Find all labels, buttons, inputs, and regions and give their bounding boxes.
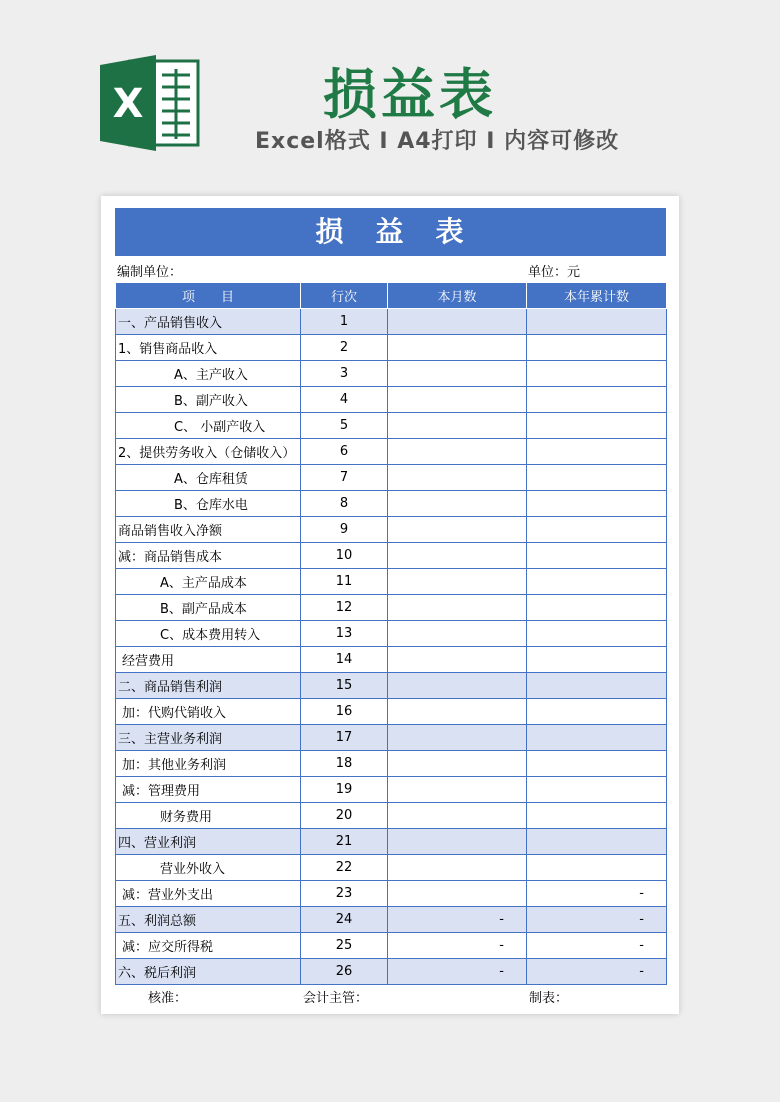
- row-year-cell[interactable]: -: [527, 907, 667, 933]
- accountant-label: 会计主管：: [303, 991, 369, 1006]
- row-item-cell[interactable]: 加：其他业务利润: [116, 751, 301, 777]
- row-month-cell[interactable]: [388, 361, 527, 387]
- row-year-cell[interactable]: [527, 387, 667, 413]
- table-row: [116, 491, 667, 517]
- excel-icon: [100, 55, 200, 151]
- column-header-month: 本月数: [388, 283, 527, 309]
- row-seq-cell[interactable]: 17: [301, 725, 388, 751]
- row-seq-cell[interactable]: 16: [301, 699, 388, 725]
- row-item-cell[interactable]: A、仓库租赁: [116, 465, 301, 491]
- row-year-cell[interactable]: -: [527, 881, 667, 907]
- row-seq-cell[interactable]: 21: [301, 829, 388, 855]
- row-seq-cell[interactable]: 1: [301, 309, 388, 335]
- row-item-cell[interactable]: B、副产品成本: [116, 595, 301, 621]
- row-month-cell[interactable]: [388, 777, 527, 803]
- row-year-cell[interactable]: [527, 803, 667, 829]
- table-row: [116, 933, 667, 959]
- row-item-cell[interactable]: 四、营业利润: [116, 829, 301, 855]
- approve-label: 核准：: [148, 991, 188, 1006]
- table-row: [116, 361, 667, 387]
- row-item-cell[interactable]: 五、利润总额: [116, 907, 301, 933]
- table-row: [116, 569, 667, 595]
- row-year-cell[interactable]: [527, 465, 667, 491]
- table-row: [116, 543, 667, 569]
- row-item-cell[interactable]: 经营费用: [116, 647, 301, 673]
- row-item-cell[interactable]: B、副产收入: [116, 387, 301, 413]
- row-month-cell[interactable]: [388, 751, 527, 777]
- table-row: [116, 647, 667, 673]
- table-row: [116, 907, 667, 933]
- table-row: [116, 959, 667, 985]
- row-year-cell[interactable]: [527, 543, 667, 569]
- row-seq-cell[interactable]: 11: [301, 569, 388, 595]
- signature-row: [115, 985, 666, 1007]
- table-row: [116, 855, 667, 881]
- row-item-cell[interactable]: 减：管理费用: [116, 777, 301, 803]
- row-seq-cell[interactable]: 4: [301, 387, 388, 413]
- row-month-cell[interactable]: [388, 465, 527, 491]
- table-row: [116, 803, 667, 829]
- row-year-cell[interactable]: [527, 725, 667, 751]
- row-item-cell[interactable]: 二、商品销售利润: [116, 673, 301, 699]
- row-seq-cell[interactable]: 22: [301, 855, 388, 881]
- table-row: [116, 439, 667, 465]
- row-year-cell[interactable]: [527, 673, 667, 699]
- row-item-cell[interactable]: 加：代购代销收入: [116, 699, 301, 725]
- page-subtitle: Excel格式 I A4打印 I 内容可修改: [255, 129, 620, 154]
- row-year-cell[interactable]: [527, 309, 667, 335]
- row-month-cell[interactable]: [388, 855, 527, 881]
- row-item-cell[interactable]: 减：营业外支出: [116, 881, 301, 907]
- row-seq-cell[interactable]: 18: [301, 751, 388, 777]
- preparer-label: 制表：: [529, 991, 569, 1006]
- row-seq-cell[interactable]: 5: [301, 413, 388, 439]
- row-seq-cell[interactable]: 20: [301, 803, 388, 829]
- column-header-seq: 行次: [301, 283, 388, 309]
- row-month-cell[interactable]: -: [388, 959, 527, 985]
- unit-label: 编制单位：: [117, 265, 183, 280]
- row-month-cell[interactable]: [388, 413, 527, 439]
- sheet-banner: [115, 208, 666, 256]
- row-seq-cell[interactable]: 2: [301, 335, 388, 361]
- row-item-cell[interactable]: 2、提供劳务收入（仓储收入）: [116, 439, 301, 465]
- row-year-cell[interactable]: [527, 699, 667, 725]
- row-year-cell[interactable]: [527, 829, 667, 855]
- column-header-item: 项 目: [116, 283, 301, 309]
- row-seq-cell[interactable]: 15: [301, 673, 388, 699]
- document-page: [101, 196, 679, 1014]
- table-row: [116, 751, 667, 777]
- row-month-cell[interactable]: [388, 595, 527, 621]
- row-seq-cell[interactable]: 3: [301, 361, 388, 387]
- row-year-cell[interactable]: [527, 491, 667, 517]
- row-seq-cell[interactable]: 25: [301, 933, 388, 959]
- row-month-cell[interactable]: [388, 725, 527, 751]
- row-month-cell[interactable]: [388, 439, 527, 465]
- row-year-cell[interactable]: [527, 335, 667, 361]
- table-row: [116, 413, 667, 439]
- table-row: [116, 465, 667, 491]
- row-item-cell[interactable]: C、成本费用转入: [116, 621, 301, 647]
- row-month-cell[interactable]: [388, 569, 527, 595]
- row-month-cell[interactable]: [388, 829, 527, 855]
- row-item-cell[interactable]: 财务费用: [116, 803, 301, 829]
- row-seq-cell[interactable]: 8: [301, 491, 388, 517]
- row-month-cell[interactable]: [388, 673, 527, 699]
- row-seq-cell[interactable]: 14: [301, 647, 388, 673]
- row-item-cell[interactable]: 一、产品销售收入: [116, 309, 301, 335]
- row-seq-cell[interactable]: 10: [301, 543, 388, 569]
- row-year-cell[interactable]: [527, 517, 667, 543]
- row-year-cell[interactable]: [527, 595, 667, 621]
- row-month-cell[interactable]: [388, 803, 527, 829]
- row-seq-cell[interactable]: 24: [301, 907, 388, 933]
- row-year-cell[interactable]: [527, 777, 667, 803]
- page-header: [0, 0, 780, 190]
- table-row: [116, 517, 667, 543]
- table-row: [116, 621, 667, 647]
- row-seq-cell[interactable]: 9: [301, 517, 388, 543]
- row-seq-cell[interactable]: 12: [301, 595, 388, 621]
- table-row: [116, 309, 667, 335]
- table-row: [116, 829, 667, 855]
- income-table: [115, 282, 667, 985]
- row-seq-cell[interactable]: 26: [301, 959, 388, 985]
- row-year-cell[interactable]: [527, 413, 667, 439]
- row-item-cell[interactable]: 减：应交所得税: [116, 933, 301, 959]
- row-item-cell[interactable]: B、仓库水电: [116, 491, 301, 517]
- table-row: [116, 595, 667, 621]
- row-year-cell[interactable]: -: [527, 933, 667, 959]
- column-header-year: 本年累计数: [527, 283, 667, 309]
- table-row: [116, 387, 667, 413]
- row-month-cell[interactable]: [388, 309, 527, 335]
- row-year-cell[interactable]: [527, 621, 667, 647]
- table-row: [116, 699, 667, 725]
- row-seq-cell[interactable]: 23: [301, 881, 388, 907]
- row-seq-cell[interactable]: 7: [301, 465, 388, 491]
- row-month-cell[interactable]: [388, 543, 527, 569]
- row-item-cell[interactable]: 1、销售商品收入: [116, 335, 301, 361]
- info-row: [115, 256, 666, 282]
- row-month-cell[interactable]: [388, 647, 527, 673]
- row-month-cell[interactable]: [388, 699, 527, 725]
- sheet-title: 损 益 表: [315, 215, 466, 248]
- row-month-cell[interactable]: [388, 335, 527, 361]
- row-year-cell[interactable]: [527, 647, 667, 673]
- row-month-cell[interactable]: [388, 621, 527, 647]
- row-item-cell[interactable]: C、 小副产收入: [116, 413, 301, 439]
- page-title: 损益表: [323, 63, 497, 126]
- row-item-cell[interactable]: 减：商品销售成本: [116, 543, 301, 569]
- row-seq-cell[interactable]: 13: [301, 621, 388, 647]
- row-item-cell[interactable]: 营业外收入: [116, 855, 301, 881]
- row-month-cell[interactable]: -: [388, 907, 527, 933]
- row-month-cell[interactable]: [388, 881, 527, 907]
- row-seq-cell[interactable]: 19: [301, 777, 388, 803]
- table-row: [116, 777, 667, 803]
- row-month-cell[interactable]: -: [388, 933, 527, 959]
- row-year-cell[interactable]: [527, 439, 667, 465]
- row-item-cell[interactable]: 六、税后利润: [116, 959, 301, 985]
- row-item-cell[interactable]: A、主产收入: [116, 361, 301, 387]
- table-row: [116, 335, 667, 361]
- table-row: [116, 725, 667, 751]
- table-row: [116, 673, 667, 699]
- row-year-cell[interactable]: [527, 361, 667, 387]
- row-item-cell[interactable]: A、主产品成本: [116, 569, 301, 595]
- row-year-cell[interactable]: [527, 569, 667, 595]
- table-row: [116, 881, 667, 907]
- row-month-cell[interactable]: [388, 517, 527, 543]
- table-header-row: [116, 283, 667, 309]
- row-year-cell[interactable]: -: [527, 959, 667, 985]
- row-item-cell[interactable]: 商品销售收入净额: [116, 517, 301, 543]
- row-month-cell[interactable]: [388, 387, 527, 413]
- row-year-cell[interactable]: [527, 855, 667, 881]
- income-statement-sheet: [115, 208, 666, 1007]
- row-item-cell[interactable]: 三、主营业务利润: [116, 725, 301, 751]
- row-seq-cell[interactable]: 6: [301, 439, 388, 465]
- logo-letter: X: [112, 81, 144, 127]
- currency-unit: 单位：元: [528, 265, 581, 280]
- row-year-cell[interactable]: [527, 751, 667, 777]
- row-month-cell[interactable]: [388, 491, 527, 517]
